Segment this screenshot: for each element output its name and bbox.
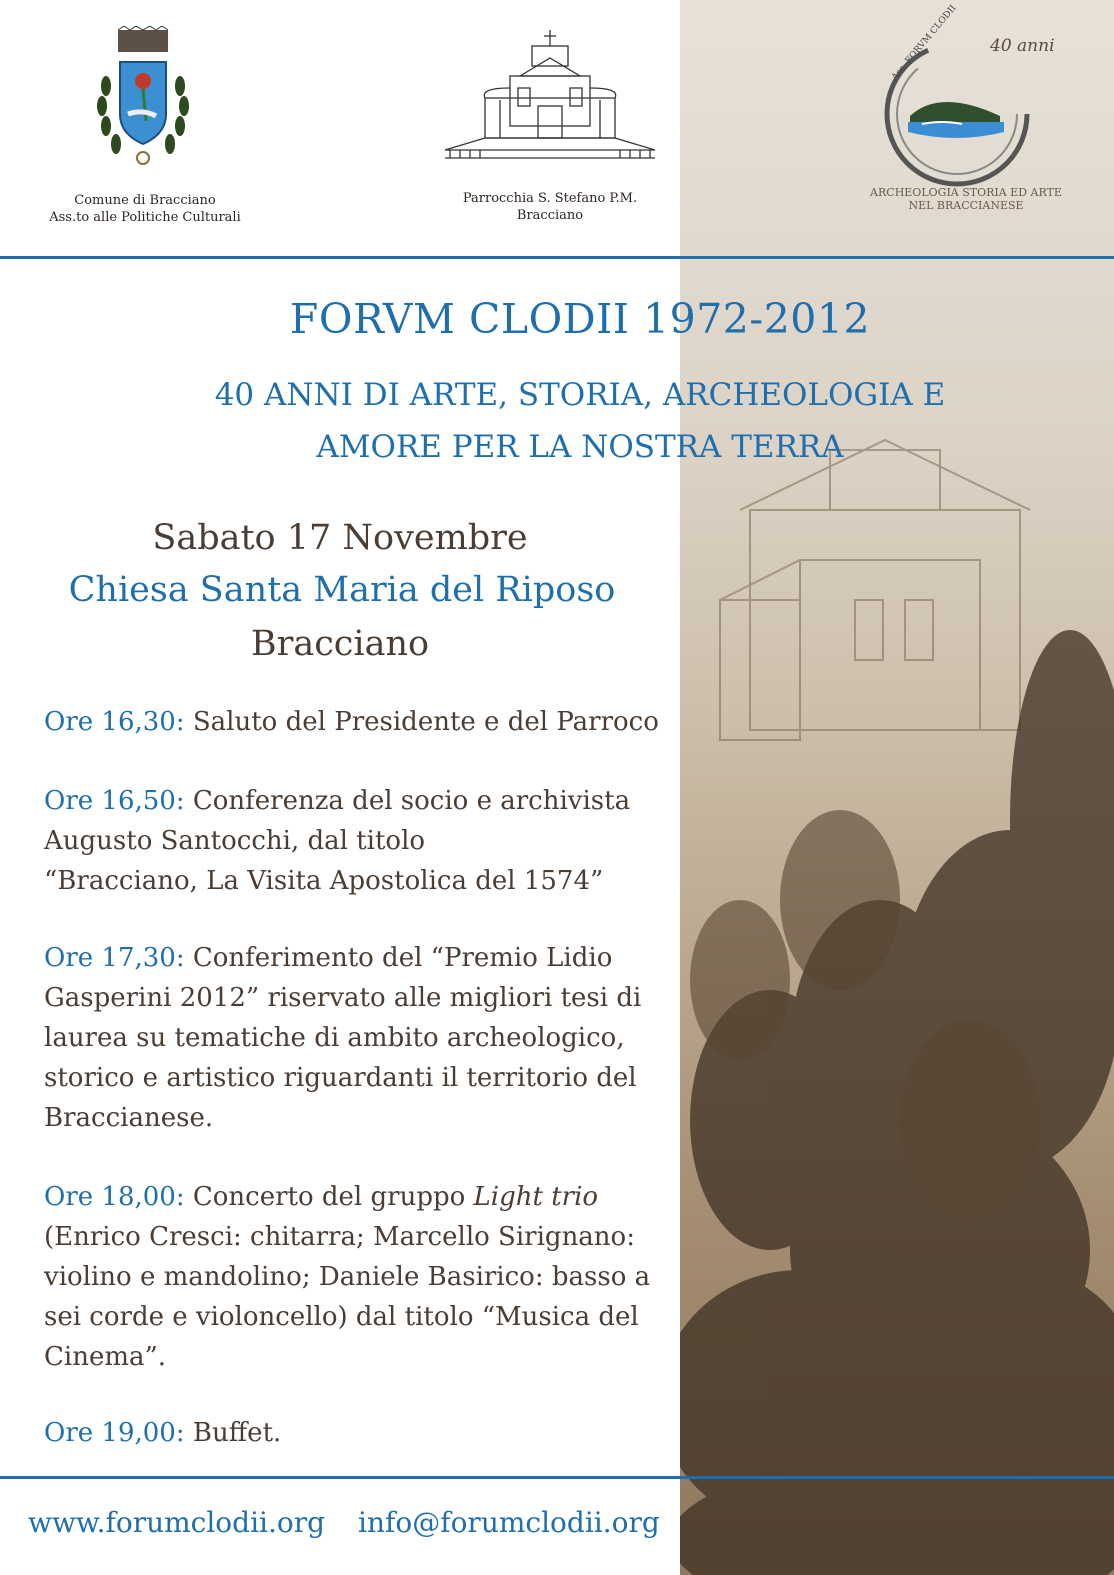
parrocchia-name: Parrocchia S. Stefano P.M. [462, 191, 638, 206]
program-line: violino e mandolino; Daniele Basirico: basso a [44, 1262, 651, 1292]
forum-caption-2: NEL BRACCIANESE [908, 199, 1024, 212]
program-line: Buffet. [192, 1418, 282, 1448]
program-line: Augusto Santocchi, dal titolo [44, 826, 426, 856]
program-line: laurea su tematiche di ambito archeologico, [44, 1023, 625, 1053]
forum-ring-text: Ass. FORVM CLODII [890, 3, 959, 83]
program-item [44, 1177, 664, 1377]
subtitle-line-2: AMORE PER LA NOSTRA TERRA [316, 429, 844, 465]
parrocchia-city: Bracciano [516, 208, 584, 223]
parrocchia-logo [440, 28, 660, 178]
event-city: Bracciano [250, 624, 430, 664]
program-line: Gasperini 2012” riservato alle migliori tesi di [44, 983, 642, 1013]
program-time: Ore 19,00: [44, 1418, 185, 1448]
program-item [44, 702, 664, 742]
group-name: Light trio [473, 1182, 599, 1212]
program-item [44, 781, 664, 901]
email-link[interactable]: info@forumclodii.org [358, 1506, 660, 1539]
subtitle-line-1: 40 ANNI DI ARTE, STORIA, ARCHEOLOGIA E [214, 377, 946, 413]
bottom-divider [0, 1476, 1114, 1479]
page-subtitle [0, 369, 1114, 473]
forum-clodii-logo [862, 3, 1072, 224]
program-time: Ore 18,00: [44, 1182, 185, 1212]
sepia-artwork [680, 0, 1114, 1575]
church-icon [440, 28, 660, 178]
program-line: storico e artistico riguardanti il territorio del [44, 1063, 637, 1093]
program-item [44, 938, 664, 1138]
comune-logo [88, 26, 198, 186]
program-line: (Enrico Cresci: chitarra; Marcello Sirignano: [44, 1222, 635, 1252]
program-time: Ore 16,50: [44, 786, 185, 816]
comune-name: Comune di Bracciano [74, 193, 216, 208]
parrocchia-caption [440, 190, 660, 224]
program-line: Conferimento del “Premio Lidio [192, 943, 613, 973]
program-line: “Bracciano, La Visita Apostolica del 1574” [44, 866, 604, 896]
program-line: Concerto del gruppo [192, 1182, 474, 1212]
program-line: sei corde e violoncello) dal titolo “Musica del [44, 1302, 639, 1332]
coat-of-arms-icon [88, 26, 198, 186]
event-date: Sabato 17 Novembre [152, 518, 528, 558]
comune-caption [40, 192, 250, 226]
program-line: Cinema”. [44, 1342, 167, 1372]
program-time: Ore 16,30: [44, 707, 185, 737]
program-line: Saluto del Presidente e del Parroco [192, 707, 659, 737]
program-line: Braccianese. [44, 1103, 214, 1133]
website-link[interactable]: www.forumclodii.org [28, 1506, 326, 1539]
event-venue: Chiesa Santa Maria del Riposo [68, 570, 616, 610]
forum-anni: 40 anni [990, 36, 1055, 56]
program-time: Ore 17,30: [44, 943, 185, 973]
page-title: FORVM CLODII 1972-2012 [289, 295, 871, 343]
program-line: Conferenza del socio e archivista [192, 786, 631, 816]
comune-office: Ass.to alle Politiche Culturali [49, 210, 241, 225]
top-divider [0, 256, 1114, 259]
forum-caption-1: ARCHEOLOGIA STORIA ED ARTE [870, 186, 1062, 199]
program-item [44, 1413, 664, 1453]
